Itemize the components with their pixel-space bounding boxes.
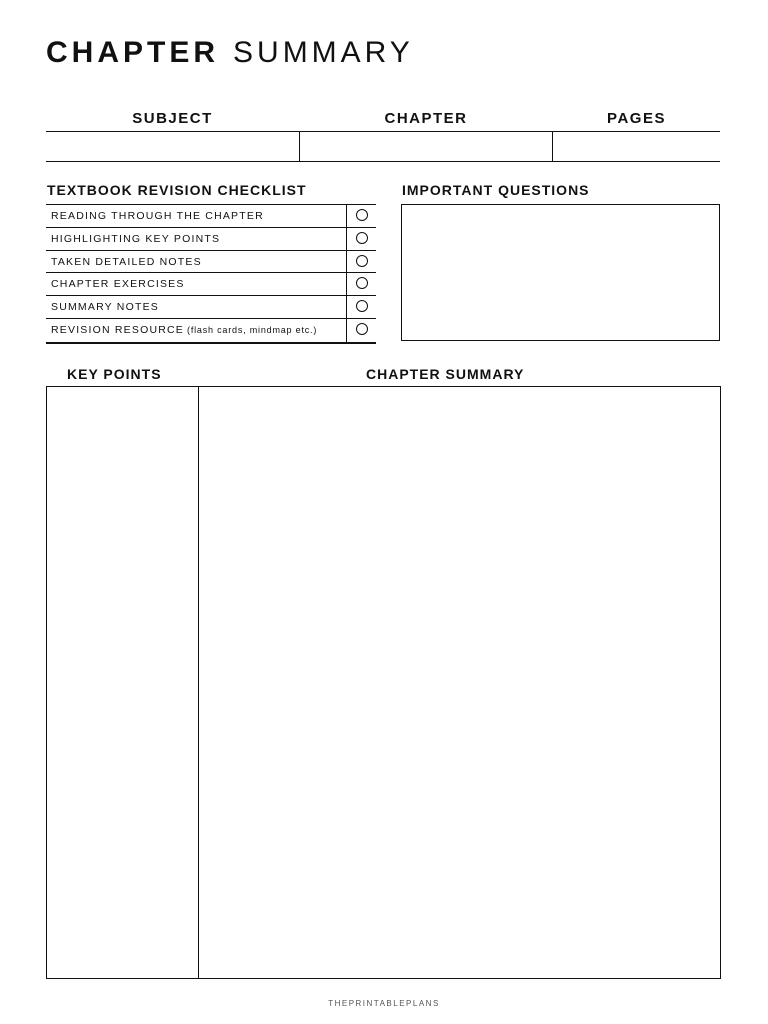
checklist-row [46, 205, 376, 228]
checkbox-circle[interactable] [356, 232, 368, 244]
checklist-row [46, 319, 376, 342]
checkbox-circle[interactable] [356, 277, 368, 289]
summary-box [46, 386, 721, 979]
checklist-row [46, 251, 376, 274]
questions-box[interactable] [401, 204, 720, 341]
pages-label: PAGES [607, 110, 666, 127]
subject-field[interactable] [47, 132, 298, 160]
checkbox-circle[interactable] [356, 323, 368, 335]
footer-brand: THEPRINTABLEPLANS [328, 999, 440, 1008]
revision-checklist [46, 204, 376, 344]
page-title [46, 36, 414, 70]
checkbox-circle[interactable] [356, 300, 368, 312]
checklist-item-label: REVISION RESOURCE (flash cards, mindmap etc.) [51, 323, 318, 336]
checklist-item-label: READING THROUGH THE CHAPTER [51, 210, 264, 222]
page-title-bold: CHAPTER [46, 36, 220, 69]
chapter-field[interactable] [300, 132, 551, 160]
checklist-item-label: CHAPTER EXERCISES [51, 278, 185, 291]
chapter-summary-title: CHAPTER SUMMARY [366, 366, 525, 382]
header-bottom-rule [46, 161, 720, 162]
checkbox-circle[interactable] [356, 255, 368, 267]
checklist-row [46, 296, 376, 319]
questions-title: IMPORTANT QUESTIONS [402, 182, 590, 198]
key-points-title: KEY POINTS [67, 366, 162, 382]
checklist-item-label: HIGHLIGHTING KEY POINTS [51, 232, 221, 245]
page-title-light: SUMMARY [233, 36, 414, 69]
checklist-row [46, 273, 376, 296]
checklist-row [46, 228, 376, 251]
checklist-item-label: TAKEN DETAILED NOTES [51, 255, 202, 268]
subject-label: SUBJECT [132, 110, 213, 127]
key-points-area[interactable] [47, 387, 198, 978]
summary-divider [198, 387, 199, 978]
checkbox-circle[interactable] [356, 209, 368, 221]
checklist-title: TEXTBOOK REVISION CHECKLIST [47, 182, 307, 198]
chapter-summary-area[interactable] [200, 387, 720, 978]
pages-field[interactable] [553, 132, 720, 160]
chapter-label: CHAPTER [384, 110, 468, 127]
checklist-item-label: SUMMARY NOTES [51, 301, 159, 314]
checklist-item-note: (flash cards, mindmap etc.) [187, 324, 318, 335]
